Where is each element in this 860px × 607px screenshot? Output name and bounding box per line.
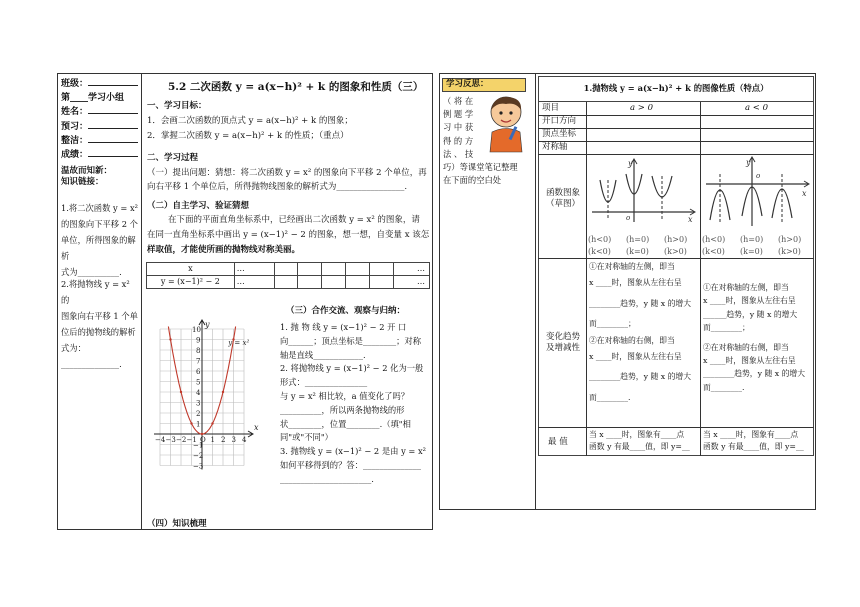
part3-line: 1. 抛 物 线 y = (x−1)² − 2 开 口	[280, 322, 407, 332]
part3-line: 形式：_______________	[280, 377, 368, 388]
part3-line: 3. 抛物线 y = (x−1)² − 2 是由 y = x²	[280, 446, 426, 457]
process-heading: 二、学习过程	[147, 153, 199, 163]
sketch-label: (k<0)	[702, 247, 725, 256]
property-table	[538, 76, 816, 456]
sketch-label-b: （草图）	[545, 199, 580, 210]
trend-line: ______趋势，y 随 x 的增大	[703, 309, 798, 319]
trend-line: ①在对称轴的左侧，即当	[589, 262, 675, 271]
q1-line: 1.将二次函数 y = x²	[61, 203, 138, 213]
reflection-line: 巧）等课堂笔记整理	[443, 162, 518, 173]
part3-line: 与 y = x² 相比较，a 值变化了吗？	[280, 390, 410, 401]
svg-text:x: x	[688, 215, 693, 224]
right-column-divider	[535, 73, 536, 510]
part3-line: 状________，位置________.（填"相	[280, 418, 411, 429]
reflection-line: 习 中 获	[443, 122, 474, 133]
preview-label: 预习：	[61, 120, 138, 134]
goal-item-2: 2．掌握二次函数 y = a(x−h)² + k 的性质；（重点）	[147, 131, 349, 141]
trend-line: x ____时，图象从左往右呈	[703, 356, 796, 366]
sketch-label: (h=0)	[626, 235, 650, 244]
part3-line: 向______；顶点坐标是________；对称	[280, 335, 422, 346]
row-label-axis: 对称轴	[542, 142, 568, 152]
reflection-line: 在下面的空白处	[443, 175, 502, 186]
row-label-vertex: 顶点坐标	[542, 129, 577, 139]
x-tick-label: 1	[210, 436, 215, 444]
review-block	[61, 166, 112, 189]
trend-line: 而________.	[589, 392, 631, 402]
part2-heading: （二）自主学习、验证猜想	[147, 201, 250, 211]
row-label-trend	[541, 332, 585, 355]
trend-line: ________趋势，y 随 x 的增大	[589, 372, 692, 382]
part3-line: 同"或"不同"）	[280, 432, 333, 443]
trend-line: ①在对称轴的左侧，即当	[703, 283, 789, 292]
part2-line-c: 样取值，才能使所画的抛物线对称美丽。	[147, 245, 301, 255]
q1-line: 式为__________.	[61, 267, 122, 277]
group-label: 第____学习小组	[61, 93, 125, 104]
table-x-header: x	[147, 263, 235, 276]
part2-line-a: 在下面的平面直角坐标系中，已经画出二次函数 y = x² 的图象，请	[168, 215, 420, 225]
review-title: 温故而知新：	[61, 166, 113, 176]
q2-line: 式为：	[61, 343, 86, 353]
q1-line: 的图象向下平移 2 个	[61, 219, 138, 229]
q2-line: 2.将抛物线 y = x² 的	[61, 279, 130, 305]
review-subtitle: 知识链接：	[61, 177, 104, 188]
sketch-label: (h>0)	[778, 235, 802, 244]
y-tick-label: 2	[196, 410, 201, 418]
y-tick-label: −1	[193, 441, 204, 450]
trend-line: x ____时，图象从左往右呈	[703, 296, 796, 306]
sketch-label: (h<0)	[588, 235, 612, 244]
y-tick-label: 6	[196, 368, 201, 376]
trend-a-positive	[589, 261, 699, 409]
part3-line: 轴是直线____________.	[280, 349, 366, 360]
q2-line: 位后的抛物线的解析	[61, 327, 136, 337]
sketch-a-positive	[588, 156, 699, 256]
sketch-label: (k>0)	[778, 247, 801, 256]
trend-line: x ____时，图象从左往右呈	[589, 351, 682, 361]
trend-line: x ____时，图象从左往右呈	[589, 278, 682, 287]
sketch-label: (k=0)	[626, 247, 649, 256]
y-tick-label: 1	[196, 420, 201, 429]
trend-line: ________趋势，y 随 x 的增大	[703, 369, 806, 379]
trend-label-b: 及增减性	[545, 343, 580, 354]
data-point	[169, 338, 171, 340]
x-tick-label: −1	[186, 436, 197, 444]
row-label-sketch	[541, 188, 585, 211]
coordinate-graph	[146, 296, 276, 482]
x-tick-label: −2	[176, 436, 187, 444]
svg-text:o: o	[626, 214, 631, 222]
table-dots: …	[394, 276, 430, 289]
data-point	[211, 422, 213, 424]
row-label-item: 项目	[542, 103, 560, 113]
x-tick-label: −3	[165, 436, 176, 444]
trend-line: 而________.	[703, 382, 745, 392]
trend-line: ________趋势，y 随 x 的增大	[589, 298, 692, 308]
x-tick-label: 4	[242, 436, 247, 444]
extreme-line: 当 x ____时，图象有____点	[703, 430, 799, 439]
svg-text:y: y	[746, 158, 751, 167]
part2-line-b: 在同一直角坐标系中画出 y = (x−1)² − 2 的图象，想一想，自变量 x 该怎	[147, 230, 430, 240]
reflection-line: 例 题 学	[443, 109, 474, 120]
part3-body	[280, 321, 426, 487]
part3-line: ______________________.	[280, 473, 374, 484]
sketch-label-a: 函数图象	[545, 188, 580, 198]
col-a-negative: a < 0	[745, 103, 769, 113]
sketch-label: (k>0)	[664, 247, 687, 256]
trend-a-negative	[703, 281, 813, 394]
y-tick-label: −3	[193, 462, 204, 471]
extreme-line: 当 x ____时，图象有____点	[589, 430, 685, 439]
q2-line: 图象向右平移 1 个单	[61, 311, 138, 321]
svg-text:y: y	[628, 159, 633, 168]
review-question-2	[61, 276, 139, 372]
y-tick-label: 7	[196, 357, 201, 366]
review-question-1	[61, 200, 139, 280]
sketch-a-negative	[702, 156, 813, 256]
trend-line: 而________；	[589, 319, 636, 329]
reflection-line: 得 的 方	[443, 135, 474, 146]
sketch-label: (k=0)	[740, 247, 763, 256]
trend-line: ②在对称轴的右侧，即当	[703, 342, 789, 352]
data-point	[201, 433, 203, 435]
trend-line: 而________；	[703, 323, 750, 333]
svg-text:x: x	[802, 189, 807, 198]
row-label-open: 开口方向	[542, 116, 577, 126]
y-tick-label: 3	[196, 399, 201, 408]
x-axis-label: x	[254, 423, 259, 432]
x-tick-label: 2	[221, 436, 226, 444]
data-point	[222, 391, 224, 393]
reflection-line: （ 将 在	[443, 96, 474, 106]
page-title: 5.2 二次函数 y = a(x−h)² + k 的图象和性质（三）	[168, 81, 424, 93]
y-axis-label: y	[205, 320, 210, 329]
x-tick-label: −4	[155, 436, 166, 444]
y-tick-label: 4	[196, 389, 201, 397]
extreme-line: 函数 y 有最____值，即 y=__	[703, 442, 804, 451]
extreme-line: 函数 y 有最____值，即 y=__	[589, 442, 690, 451]
table-dots: …	[234, 276, 274, 289]
y-tick-label: −2	[193, 452, 204, 460]
table-dots: …	[394, 263, 430, 276]
series-label: y = x²	[228, 338, 250, 347]
part3-line: 2. 将抛物线 y = (x−1)² − 2 化为一般	[280, 363, 424, 374]
score-label: 成绩：	[61, 148, 138, 162]
col-a-positive: a > 0	[630, 103, 654, 113]
property-table-title: 1.抛物线 y = a(x−h)² + k 的图像性质（特点）	[583, 83, 769, 93]
q1-line: 单位，所得图象的解	[61, 235, 136, 245]
y-tick-label: 5	[196, 378, 201, 387]
y-tick-label: 9	[196, 336, 201, 345]
sketch-label: (h<0)	[702, 235, 726, 244]
q2-line: ______________.	[61, 359, 122, 369]
y-tick-label: 10	[192, 326, 201, 334]
table-y-header: y = (x−1)² − 2	[147, 276, 235, 289]
student-cartoon-icon	[482, 92, 530, 156]
part4-heading: （四）知识梳理	[147, 519, 207, 529]
part1-line-a: （一）提出问题：猜想：将二次函数 y = x² 的图象向下平移 2 个单位，再	[147, 168, 427, 178]
part1-line-b: 向右平移 1 个单位后，所得抛物线图象的解析式为________________.	[147, 182, 408, 192]
svg-text:o: o	[756, 172, 761, 180]
goal-item-1: 1．会画二次函数的顶点式 y = a(x−h)² + k 的图象；	[147, 116, 353, 126]
class-label: 班级：	[61, 77, 138, 91]
value-table	[146, 262, 430, 289]
trend-label-a: 变化趋势	[545, 332, 580, 342]
extreme-a-negative	[703, 429, 804, 453]
y-tick-label: 8	[196, 347, 201, 355]
left-column-divider	[141, 73, 142, 530]
x-tick-label: 3	[231, 436, 236, 444]
student-info	[61, 77, 138, 162]
data-point	[180, 391, 182, 393]
sketch-label: (h=0)	[740, 235, 764, 244]
row-label-extreme: 最 值	[548, 437, 568, 447]
name-label: 姓名：	[61, 105, 138, 119]
trend-line: ②在对称轴的右侧，即当	[589, 335, 675, 345]
data-point	[190, 422, 192, 424]
goal-heading: 一、学习目标：	[147, 101, 207, 111]
part3-line: 如何平移得到的？答：______________	[280, 459, 422, 470]
table-dots: …	[234, 263, 274, 276]
part3-heading: （三）合作交流、观察与归纳：	[286, 306, 406, 316]
q1-line: 析	[61, 251, 70, 261]
part3-line: __________，所以两条抛物线的形	[280, 404, 405, 415]
sketch-label: (h>0)	[664, 235, 688, 244]
tidy-label: 整洁：	[61, 134, 138, 148]
extreme-a-positive	[589, 429, 690, 453]
x-tick-label: O	[200, 436, 206, 444]
reflection-title: 学习反思：	[442, 78, 526, 92]
reflection-line: 法 、 技	[443, 148, 474, 159]
sketch-label: (k<0)	[588, 247, 611, 256]
